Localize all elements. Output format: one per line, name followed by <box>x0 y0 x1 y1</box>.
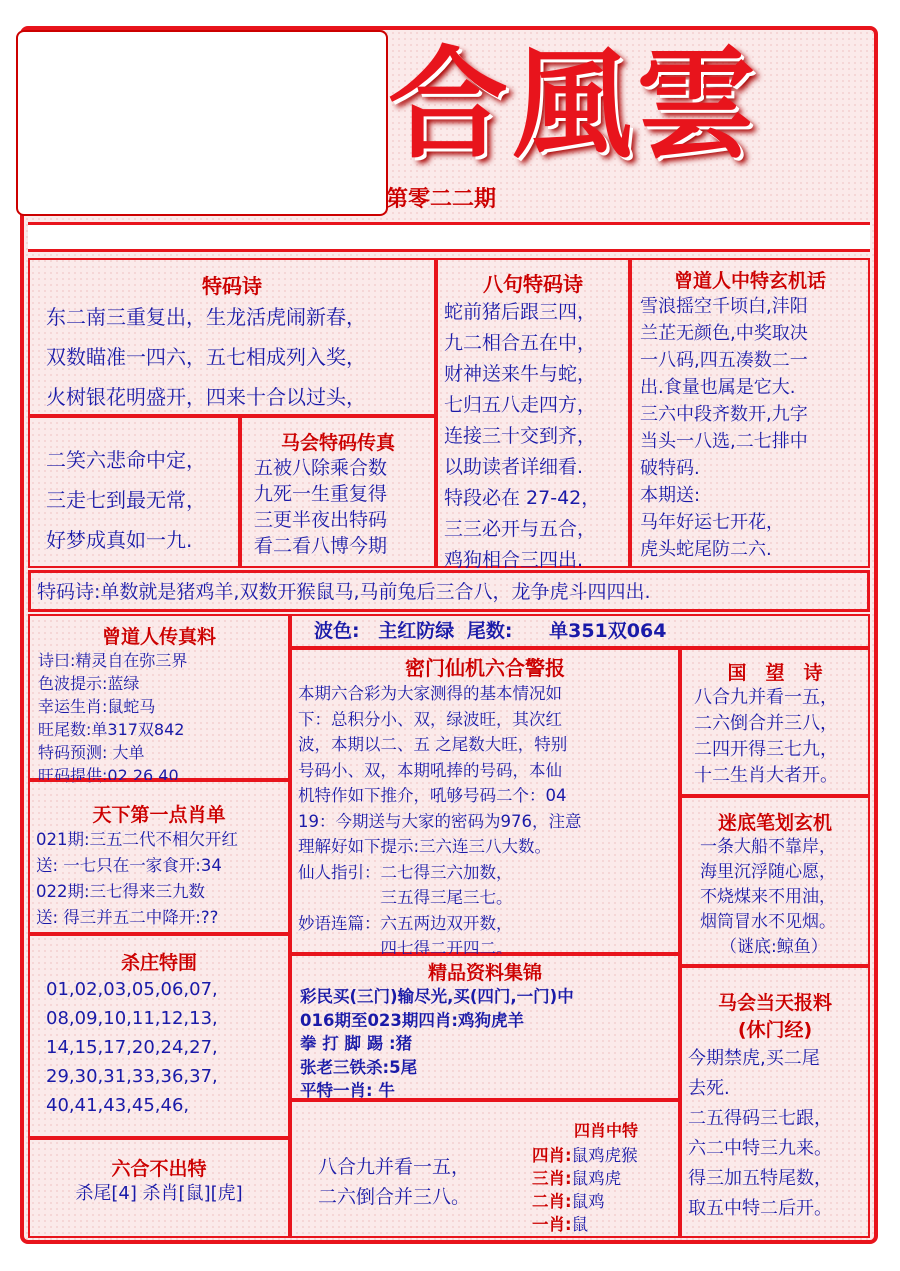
mahui-fax-line: 三更半夜出特码 <box>254 509 388 531</box>
kill-house-title: 杀庄特围 <box>120 952 197 974</box>
logo-placeholder <box>16 30 388 216</box>
guowang-poem-line: 二六倒合并三八， <box>694 713 838 734</box>
secret-alert-line: 波，本期以二、五 之尾数大旺，特别 <box>298 735 568 754</box>
four-zodiac-row <box>532 1144 638 1167</box>
four-zodiac-value: 鼠鸡 <box>571 1192 605 1211</box>
zengdao-mystery-line: 马年好运七开花， <box>640 512 784 533</box>
tema-poem-line: 好梦成真如一九. <box>46 528 193 552</box>
zengdao-fax-line: 诗曰:精灵自在弥三界 <box>38 651 188 670</box>
zengdao-mystery-title: 曾道人中特玄机话 <box>673 270 826 292</box>
zengdao-mystery-line: 本期送: <box>640 485 701 506</box>
riddle-line: 一条大船不靠岸， <box>700 837 836 857</box>
secret-alert-line: 本期六合彩为大家测得的基本情况如 <box>298 684 562 703</box>
eight-line-poem-line: 以助读者详细看. <box>444 456 584 478</box>
zengdao-mystery-line: 一八码,四五凑数二一 <box>640 350 808 371</box>
premium-info-title: 精品资料集锦 <box>427 962 542 984</box>
premium-info-line: 016期至023期四肖:鸡狗虎羊 <box>300 1010 524 1030</box>
four-zodiac-value: 鼠 <box>571 1215 589 1234</box>
kill-house-line: 40,41,43,45,46, <box>46 1095 190 1116</box>
masthead-title: 合風雲 <box>388 34 760 175</box>
top-zodiac-line: 送: 一七只在一家食开:34 <box>36 856 222 875</box>
tema-poem-line: 火树银花明盛开，四来十合以过头， <box>46 385 366 409</box>
premium-info-box <box>290 954 680 1100</box>
eight-line-poem-line: 特段必在 27-42， <box>444 487 601 509</box>
secret-alert-title: 密门仙机六合警报 <box>405 656 565 680</box>
tail-label: 尾数: <box>466 620 513 642</box>
eight-line-poem-title: 八句特码诗 <box>483 272 583 296</box>
mahui-today-line: 去死. <box>688 1078 730 1099</box>
mahui-today-line: 取五中特二后开。 <box>688 1198 832 1219</box>
zengdao-fax-line: 色波提示:蓝绿 <box>38 674 140 693</box>
zengdao-mystery-line: 破特码. <box>640 458 700 479</box>
mahui-fax-line: 九死一生重复得 <box>254 483 388 505</box>
secret-alert-box <box>290 648 680 958</box>
four-zodiac-row <box>532 1167 638 1190</box>
issue-number: 第零二二期 <box>386 187 497 212</box>
no-special-box <box>28 1138 290 1238</box>
zengdao-fax-line: 旺尾数:单317双842 <box>38 720 185 739</box>
four-zodiac-key: 三肖: <box>532 1169 572 1188</box>
mahui-fax-line: 看二看八博今期 <box>254 535 388 557</box>
mahui-today-subtitle: (休门经) <box>737 1019 813 1041</box>
eight-line-poem-line: 鸡狗相合三四出. <box>444 549 584 571</box>
four-zodiac-title: 四肖中特 <box>574 1121 639 1140</box>
no-special-line: 杀尾[4] 杀肖[鼠][虎] <box>75 1183 243 1204</box>
eight-line-poem-line: 蛇前猪后跟三四， <box>444 301 597 323</box>
premium-info-line: 彩民买(三门)输尽光,买(四门,一门)中 <box>300 987 574 1006</box>
riddle-line: 烟筒冒水不见烟。 <box>700 912 836 932</box>
blank-banner <box>28 222 870 252</box>
zengdao-mystery-box <box>630 258 870 568</box>
zengdao-mystery-line: 雪浪摇空千顷白,沣阳 <box>640 296 808 317</box>
zengdao-mystery-line: 出.食量也属是它大. <box>640 377 796 398</box>
tema-poem-line: 二笑六悲命中定， <box>46 448 206 472</box>
secret-alert-line: 19：今期送与大家的密码为976，注意 <box>298 811 582 831</box>
bottom-poem-line: 八合九并看一五， <box>318 1156 471 1178</box>
guowang-poem-title: 国 望 诗 <box>727 662 823 684</box>
bottom-poem-line: 二六倒合并三八。 <box>318 1186 471 1208</box>
tema-poem-line: 东二南三重复出，生龙活虎闹新春， <box>46 305 366 329</box>
riddle-line: 不烧煤来不用油， <box>700 887 836 907</box>
tema-strip-box <box>28 570 870 612</box>
four-zodiac-row <box>532 1190 638 1213</box>
zengdao-mystery-line: 当头一八选,二七排中 <box>640 431 808 452</box>
tema-poem-box <box>28 258 436 416</box>
mahui-today-line: 六二中特三九来。 <box>688 1138 832 1159</box>
zengdao-mystery-line: 三六中段齐数开,九字 <box>640 404 808 425</box>
secret-alert-line: 仙人指引：二七得三六加数， <box>298 862 513 882</box>
guowang-poem-line: 十二生肖大者开。 <box>694 765 838 786</box>
zengdao-fax-line: 幸运生肖:鼠蛇马 <box>38 697 156 716</box>
top-zodiac-box <box>28 780 290 934</box>
top-zodiac-title: 天下第一点肖单 <box>92 804 226 826</box>
wave-value: 主红防绿 <box>378 620 455 642</box>
premium-info-line: 张老三铁杀:5尾 <box>300 1057 418 1077</box>
secret-alert-line: 四七得二开四二。 <box>298 939 513 958</box>
zengdao-fax-box <box>28 614 290 785</box>
zengdao-mystery-line: 虎头蛇尾防二六. <box>640 539 772 560</box>
secret-alert-line: 三五得三尾三七。 <box>298 888 513 907</box>
kill-house-line: 14,15,17,20,24,27, <box>46 1037 218 1058</box>
guowang-poem-box <box>680 648 870 796</box>
secret-alert-line: 妙语连篇：六五两边双开数， <box>298 913 513 933</box>
four-zodiac-key: 四肖: <box>532 1146 572 1165</box>
tema-poem-title: 特码诗 <box>202 274 262 298</box>
mahui-fax-line: 五被八除乘合数 <box>254 457 388 479</box>
four-zodiac-key: 二肖: <box>532 1192 572 1211</box>
top-zodiac-line: 021期:三五二代不相欠开红 <box>36 830 239 849</box>
secret-alert-line: 号码小、双，本期吼捧的号码，本仙 <box>298 760 562 780</box>
four-zodiac-value: 鼠鸡虎 <box>571 1169 622 1188</box>
premium-info-line: 平特一肖: 牛 <box>300 1081 395 1100</box>
mahui-today-line: 得三加五特尾数， <box>688 1168 832 1189</box>
four-zodiac-key: 一肖: <box>532 1215 572 1234</box>
bottom-poem-box <box>290 1100 680 1238</box>
wave-label: 波色: <box>314 620 360 642</box>
eight-line-poem-line: 九二相合五在中， <box>444 332 597 354</box>
riddle-box <box>680 796 870 966</box>
guowang-poem-line: 八合九并看一五， <box>694 687 838 708</box>
eight-line-poem-line: 财神送来牛与蛇， <box>444 363 597 385</box>
top-zodiac-line: 022期:三七得来三九数 <box>36 882 206 901</box>
guowang-poem-line: 二四开得三七九， <box>694 739 838 760</box>
riddle-line: 海里沉浮随心愿， <box>700 862 836 882</box>
premium-info-line: 拳 打 脚 踢 :猪 <box>300 1034 413 1053</box>
tema-poem-line: 三走七到最无常， <box>46 488 206 512</box>
no-special-title: 六合不出特 <box>111 1158 207 1180</box>
tema-poem-lines <box>30 297 434 417</box>
riddle-answer: （谜底:鲸鱼） <box>720 937 828 957</box>
riddle-title: 迷底笔划玄机 <box>717 812 832 834</box>
mahui-fax-title: 马会特码传真 <box>280 432 395 454</box>
mahui-today-line: 二五得码三七跟， <box>688 1108 832 1129</box>
tema-poem-continued-box <box>28 416 240 568</box>
mahui-fax-box <box>240 416 436 568</box>
tema-poem-line: 双数瞄准一四六，五七相成列入奖， <box>46 345 366 369</box>
zengdao-mystery-line: 兰芷无颜色,中奖取决 <box>640 323 808 344</box>
four-zodiac-value: 鼠鸡虎猴 <box>571 1146 638 1165</box>
tema-strip-text: 特码诗:单数就是猪鸡羊,双数开猴鼠马,马前兔后三合八，龙争虎斗四四出. <box>37 581 651 603</box>
kill-house-line: 08,09,10,11,12,13, <box>46 1008 218 1029</box>
kill-house-line: 01,02,03,05,06,07, <box>46 979 218 1000</box>
zengdao-fax-title: 曾道人传真料 <box>101 626 216 648</box>
eight-line-poem-box <box>436 258 630 571</box>
top-zodiac-line: 送: 得三并五二中降开:?? <box>36 908 219 927</box>
zengdao-fax-line: 旺码提供:02 26 40 <box>38 766 179 785</box>
four-zodiac-row <box>532 1213 638 1236</box>
secret-alert-line: 下：总积分小、双，绿波旺，其次红 <box>298 709 562 729</box>
wave-color-box <box>290 614 870 648</box>
mahui-today-box <box>680 966 870 1238</box>
mahui-today-title: 马会当天报料 <box>717 992 832 1014</box>
secret-alert-line: 理解好如下提示:三六连三八大数。 <box>298 837 552 856</box>
kill-house-line: 29,30,31,33,36,37, <box>46 1066 218 1087</box>
tail-value: 单351双064 <box>549 620 667 642</box>
zengdao-fax-line: 特码预测: 大单 <box>38 743 145 762</box>
secret-alert-line: 机特作如下推介，吼够号码二个：04 <box>298 786 567 805</box>
mahui-today-line: 今期禁虎,买二尾 <box>688 1048 820 1069</box>
eight-line-poem-line: 七归五八走四方， <box>444 394 597 416</box>
eight-line-poem-line: 连接三十交到齐， <box>444 425 597 447</box>
eight-line-poem-line: 三三必开与五合， <box>444 518 597 540</box>
kill-house-box <box>28 934 290 1138</box>
